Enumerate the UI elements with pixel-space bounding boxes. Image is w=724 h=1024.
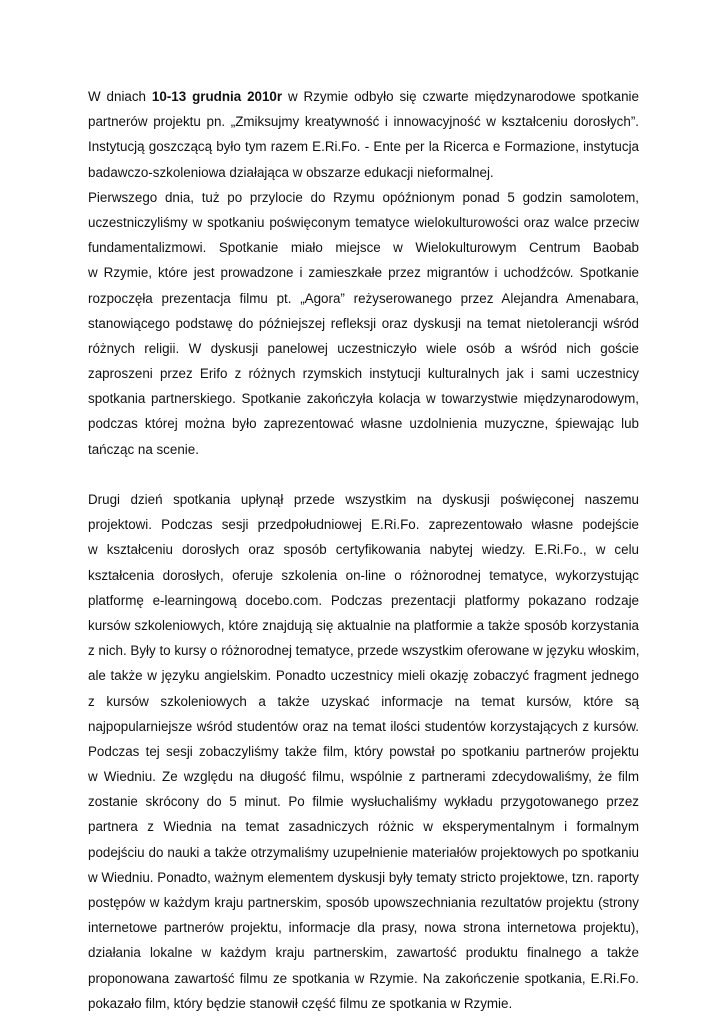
- text-line: w Wiedniu. Ponadto, ważnym elementem dyskusji były tematy stricto projektowe, tzn. raporty: [88, 869, 639, 885]
- text-line: zostanie skrócony do 5 minut. Po filmie wysłuchaliśmy wykładu przygotowanego przez: [88, 794, 639, 810]
- document-page: [88, 84, 639, 1016]
- text-line: internetowe partnerów projektu, informacje dla prasy, nowa strona internetowa projektu),: [88, 920, 639, 936]
- text-line: kształcenia dorosłych, oferuje szkolenia on-line o różnorodnej tematyce, wykorzystując: [88, 567, 639, 583]
- date-bold: 10-13 grudnia 2010r: [151, 89, 283, 104]
- text-line: postępów w każdym kraju partnerskim, sposób upowszechniania rezultatów projektu (strony: [88, 895, 639, 910]
- text-line: pokazało film, który będzie stanowił część filmu ze spotkania w Rzymie.: [88, 995, 513, 1011]
- text-line: z nich. Były to kursy o różnorodnej tematyce, przede wszystkim oferowane w języku włoskim,: [88, 643, 640, 659]
- text-line: partnerów projektu pn. „Zmiksujmy kreatywność i innowacyjność w kształceniu dorosłych”.: [88, 114, 639, 130]
- text-line: różnych religii. W dyskusji panelowej uczestniczyło wiele osób a wśród nich goście: [88, 340, 639, 356]
- text-line: proponowana zawartość filmu ze spotkania w Rzymie. Na zakończenie spotkania, E.Ri.Fo.: [88, 970, 639, 986]
- text-line: w Wiedniu. Ze względu na długość filmu, wspólnie z partnerami zdecydowaliśmy, że film: [88, 769, 639, 785]
- text-line: podejściu do nauki a także otrzymaliśmy uzupełnienie materiałów projektowych po spotkaniu: [88, 844, 639, 860]
- paragraph-day-one: [88, 185, 639, 462]
- text-line: projektowi. Podczas sesji przedpołudniowej E.Ri.Fo. zaprezentowało własne podejście: [88, 517, 639, 533]
- text-line: spotkania partnerskiego. Spotkanie zakończyła kolacja w towarzystwie międzynarodowym,: [88, 391, 639, 407]
- text-line: Drugi dzień spotkania upłynął przede wszystkim na dyskusji poświęconej naszemu: [88, 492, 639, 507]
- text-line: w Rzymie, które jest prowadzone i zamieszkałe przez migrantów i uchodźców. Spotkanie: [88, 265, 639, 281]
- text-line: [88, 84, 639, 109]
- text-line: rozpoczęła prezentacja filmu pt. „Agora” reżyserowanego przez Alejandra Amenabara,: [88, 290, 639, 306]
- text-line: Podczas tej sesji zobaczyliśmy także film, który powstał po spotkaniu partnerów projektu: [88, 743, 639, 759]
- text-line: ale także w języku angielskim. Ponadto uczestnicy mieli okazję zobaczyć fragment jednego: [88, 668, 639, 684]
- text-span: W dniach: [88, 89, 152, 104]
- text-span: w Rzymie odbyło się czwarte międzynarodowe spotkanie: [282, 89, 639, 104]
- text-line: stanowiącego podstawę do późniejszej refleksji oraz dyskusji na temat nietolerancji wśród: [88, 315, 639, 331]
- text-line: badawczo-szkoleniowa działająca w obszarze edukacji nieformalnej.: [88, 164, 494, 180]
- text-line: partnera z Wiednia na temat zasadniczych różnic w eksperymentalnym i formalnym: [88, 819, 639, 835]
- text-line: uczestniczyliśmy w spotkaniu poświęconym tematyce wielokulturowości oraz walce przeciw: [88, 214, 639, 230]
- text-line: tańcząc na scenie.: [88, 441, 199, 457]
- paragraph-day-two: [88, 487, 639, 1016]
- text-line: podczas której można było zaprezentować własne uzdolnienia muzyczne, śpiewając lub: [88, 416, 639, 432]
- text-line: najpopularniejsze wśród studentów oraz na temat ilości studentów korzystających z kursów.: [88, 718, 639, 734]
- paragraph-intro: [88, 84, 639, 185]
- text-line: Pierwszego dnia, tuż po przylocie do Rzymu opóźnionym ponad 5 godzin samolotem,: [88, 189, 639, 205]
- paragraph-gap: [88, 462, 639, 487]
- text-line: z kursów szkoleniowych a także uzyskać informacje na temat kursów, które są: [88, 693, 639, 709]
- text-line: Instytucją goszczącą było tym razem E.Ri.Fo. - Ente per la Ricerca e Formazione, instytucja: [88, 139, 639, 155]
- text-line: zaproszeni przez Erifo z różnych rzymskich instytucji kulturalnych jak i sami uczestnicy: [88, 366, 639, 382]
- text-line: platformę e-learningową docebo.com. Podczas prezentacji platformy pokazano rodzaje: [88, 592, 639, 608]
- text-line: fundamentalizmowi. Spotkanie miało miejsce w Wielokulturowym Centrum Baobab: [88, 240, 639, 256]
- text-line: działania lokalne w każdym kraju partnerskim, zawartość produktu finalnego a także: [88, 945, 639, 961]
- text-line: kursów szkoleniowych, które znajdują się aktualnie na platformie a także sposób korzystania: [88, 617, 639, 633]
- text-line: w kształceniu dorosłych oraz sposób certyfikowania nabytej wiedzy. E.Ri.Fo., w celu: [88, 542, 639, 558]
